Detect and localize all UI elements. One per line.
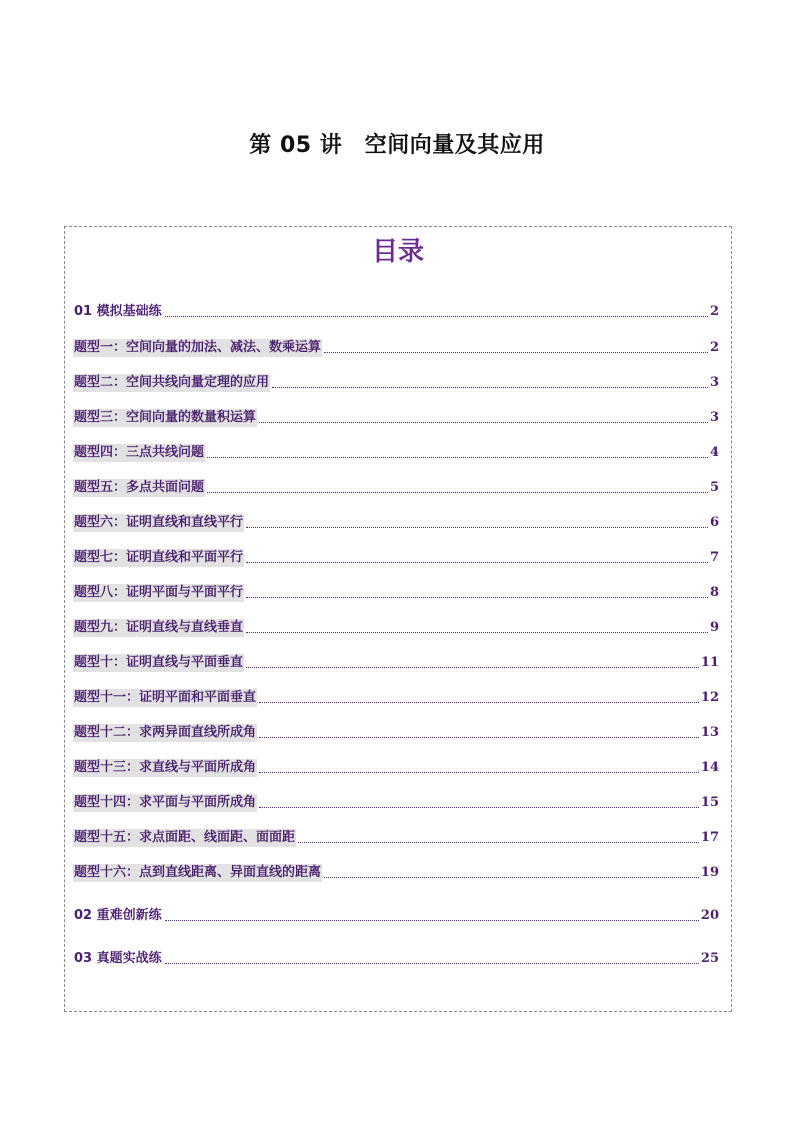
- table-of-contents: [64, 226, 732, 1012]
- toc-dot-leader: [207, 457, 708, 458]
- toc-entry[interactable]: [73, 860, 719, 882]
- toc-entry-page-number: 14: [700, 760, 719, 775]
- toc-dot-leader: [246, 562, 708, 563]
- toc-entry[interactable]: [73, 370, 719, 392]
- toc-entry[interactable]: [73, 405, 719, 427]
- toc-entry[interactable]: [73, 946, 719, 968]
- toc-entry-label: 题型十五：求点面距、线面距、面面距: [74, 830, 296, 845]
- toc-entry-label: 题型十一：证明平面和平面垂直: [74, 690, 257, 705]
- toc-entry-page-number: 4: [709, 445, 719, 460]
- toc-entry-label: 03 真题实战练: [74, 951, 162, 966]
- toc-entry-label: 题型十三：求直线与平面所成角: [74, 760, 257, 775]
- toc-entry-page-number: 9: [709, 620, 719, 635]
- toc-entry[interactable]: [73, 335, 719, 357]
- toc-entry-label: 题型二：空间共线向量定理的应用: [74, 375, 270, 390]
- toc-dot-leader: [165, 316, 708, 317]
- toc-entry[interactable]: [73, 650, 719, 672]
- toc-dot-leader: [246, 597, 708, 598]
- toc-dot-leader: [259, 737, 699, 738]
- toc-dot-leader: [259, 702, 699, 703]
- toc-entry-page-number: 12: [700, 690, 719, 705]
- toc-dot-leader: [207, 492, 708, 493]
- toc-heading: 目录: [371, 237, 424, 267]
- toc-dot-leader: [324, 877, 699, 878]
- toc-entry[interactable]: [73, 903, 719, 925]
- toc-entry-page-number: 19: [700, 865, 719, 880]
- toc-entry-page-number: 8: [709, 585, 719, 600]
- toc-entry[interactable]: [73, 685, 719, 707]
- toc-entry[interactable]: [73, 720, 719, 742]
- toc-entry-label: 题型四：三点共线问题: [74, 445, 205, 460]
- toc-dot-leader: [165, 963, 699, 964]
- page-title: 第 05 讲 空间向量及其应用: [249, 133, 545, 158]
- toc-entry-page-number: 2: [709, 340, 719, 355]
- toc-dot-leader: [246, 632, 708, 633]
- toc-entry-label: 题型七：证明直线和平面平行: [74, 550, 244, 565]
- toc-entry-page-number: 13: [700, 725, 719, 740]
- toc-entry-label: 题型九：证明直线与直线垂直: [74, 620, 244, 635]
- toc-entry[interactable]: [73, 475, 719, 497]
- toc-dot-leader: [246, 667, 699, 668]
- toc-entry-page-number: 7: [709, 550, 719, 565]
- toc-dot-leader: [272, 387, 708, 388]
- toc-entry[interactable]: [73, 580, 719, 602]
- toc-dot-leader: [259, 772, 699, 773]
- toc-entry-page-number: 17: [700, 830, 719, 845]
- toc-dot-leader: [259, 422, 708, 423]
- toc-entry-page-number: 3: [709, 410, 719, 425]
- toc-dot-leader: [259, 807, 699, 808]
- toc-entry-label: 题型十：证明直线与平面垂直: [74, 655, 244, 670]
- toc-dot-leader: [165, 920, 699, 921]
- toc-entry-label: 题型三：空间向量的数量积运算: [74, 410, 257, 425]
- toc-entry-page-number: 20: [700, 908, 719, 923]
- toc-entry[interactable]: [73, 545, 719, 567]
- toc-entry-label: 题型十二：求两异面直线所成角: [74, 725, 257, 740]
- toc-entry[interactable]: [73, 825, 719, 847]
- toc-entry[interactable]: [73, 440, 719, 462]
- toc-dot-leader: [246, 527, 708, 528]
- toc-entry[interactable]: [73, 510, 719, 532]
- toc-entry-page-number: 5: [709, 480, 719, 495]
- toc-entry-page-number: 11: [700, 655, 719, 670]
- toc-entry[interactable]: [73, 299, 719, 321]
- toc-entry-label: 题型六：证明直线和直线平行: [74, 515, 244, 530]
- toc-entry[interactable]: [73, 755, 719, 777]
- toc-entry-page-number: 3: [709, 375, 719, 390]
- toc-entry-label: 02 重难创新练: [74, 908, 162, 923]
- toc-entry-label: 题型十六：点到直线距离、异面直线的距离: [74, 865, 322, 880]
- toc-entry-label: 题型十四：求平面与平面所成角: [74, 795, 257, 810]
- toc-entry-page-number: 6: [709, 515, 719, 530]
- toc-entry-page-number: 2: [709, 304, 719, 319]
- toc-entry-label: 题型一：空间向量的加法、减法、数乘运算: [74, 340, 322, 355]
- toc-dot-leader: [298, 842, 699, 843]
- toc-entry[interactable]: [73, 790, 719, 812]
- toc-entry-label: 01 模拟基础练: [74, 304, 162, 319]
- toc-entry[interactable]: [73, 615, 719, 637]
- toc-dot-leader: [324, 352, 708, 353]
- toc-entry-page-number: 25: [700, 951, 719, 966]
- toc-entry-label: 题型五：多点共面问题: [74, 480, 205, 495]
- toc-entry-label: 题型八：证明平面与平面平行: [74, 585, 244, 600]
- toc-entry-page-number: 15: [700, 795, 719, 810]
